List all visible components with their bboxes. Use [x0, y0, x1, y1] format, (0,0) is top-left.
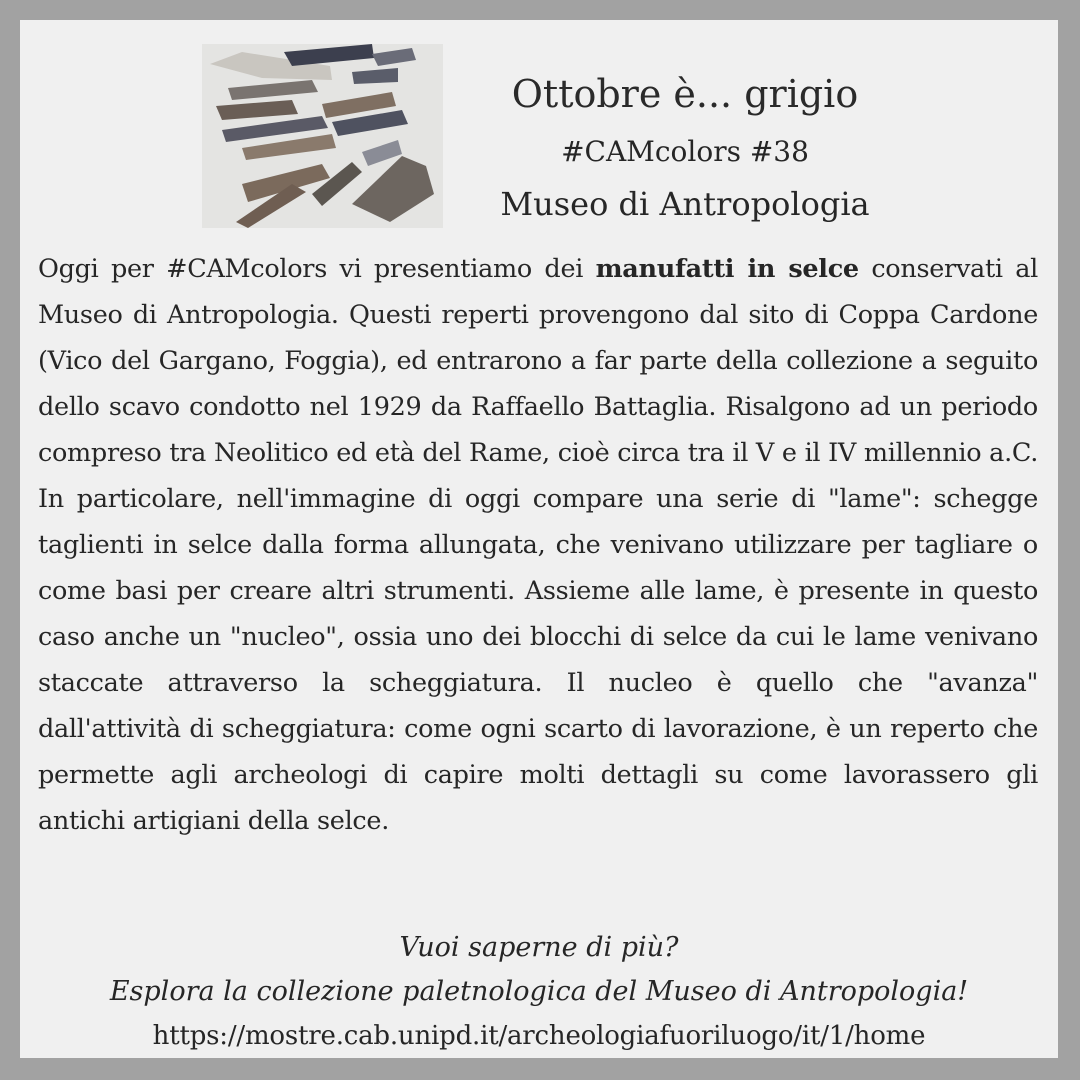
description-rest: conservati al Museo di Antropologia. Questi reperti provengono dal sito di Coppa Cardone (Vico del Gargano, Foggia), ed entrarono a far parte della collezione a seguito dello scavo condotto nel 1929 da Raffaello Battaglia. Risalgono ad un periodo compreso tra Neolitico ed età del Rame, cioè circa tra il V e il IV millennio a.C. In particolare, nell'immagine di oggi compare una serie di "lame": schegge taglienti in selce dalla forma allungata, che venivano utilizzare per tagliare o come basi per creare altri strumenti. Assieme alle lame, è presente in questo caso anche un "nucleo", ossia uno dei blocchi di selce da cui le lame venivano staccate attraverso la scheggiatura. Il nucleo è quello che "avanza" dall'attività di scheggiatura: come ogni scarto di lavorazione, è un reperto che permette agli archeologi di capire molti dettagli su come lavorassero gli antichi artigiani della selce.: [38, 254, 1038, 836]
description-highlight: manufatti in selce: [595, 254, 859, 284]
post-card: [20, 20, 1058, 1058]
description-paragraph: [38, 246, 1038, 844]
footer: [20, 926, 1058, 1058]
description-intro: Oggi per #CAMcolors vi presentiamo dei: [38, 254, 596, 284]
hashtag-label: #CAMcolors #38: [561, 135, 809, 168]
footer-cta: Esplora la collezione paletnologica del Museo di Antropologia!: [109, 976, 969, 1007]
flint-artifacts-photo: [202, 44, 443, 228]
footer-question: Vuoi saperne di più?: [399, 932, 679, 963]
footer-url-link[interactable]: https://mostre.cab.unipd.it/archeologiafuoriluogo/it/1/home: [152, 1021, 926, 1051]
page-title: Ottobre è... grigio: [511, 72, 859, 116]
museum-name: Museo di Antropologia: [500, 185, 870, 223]
header: [450, 64, 920, 230]
